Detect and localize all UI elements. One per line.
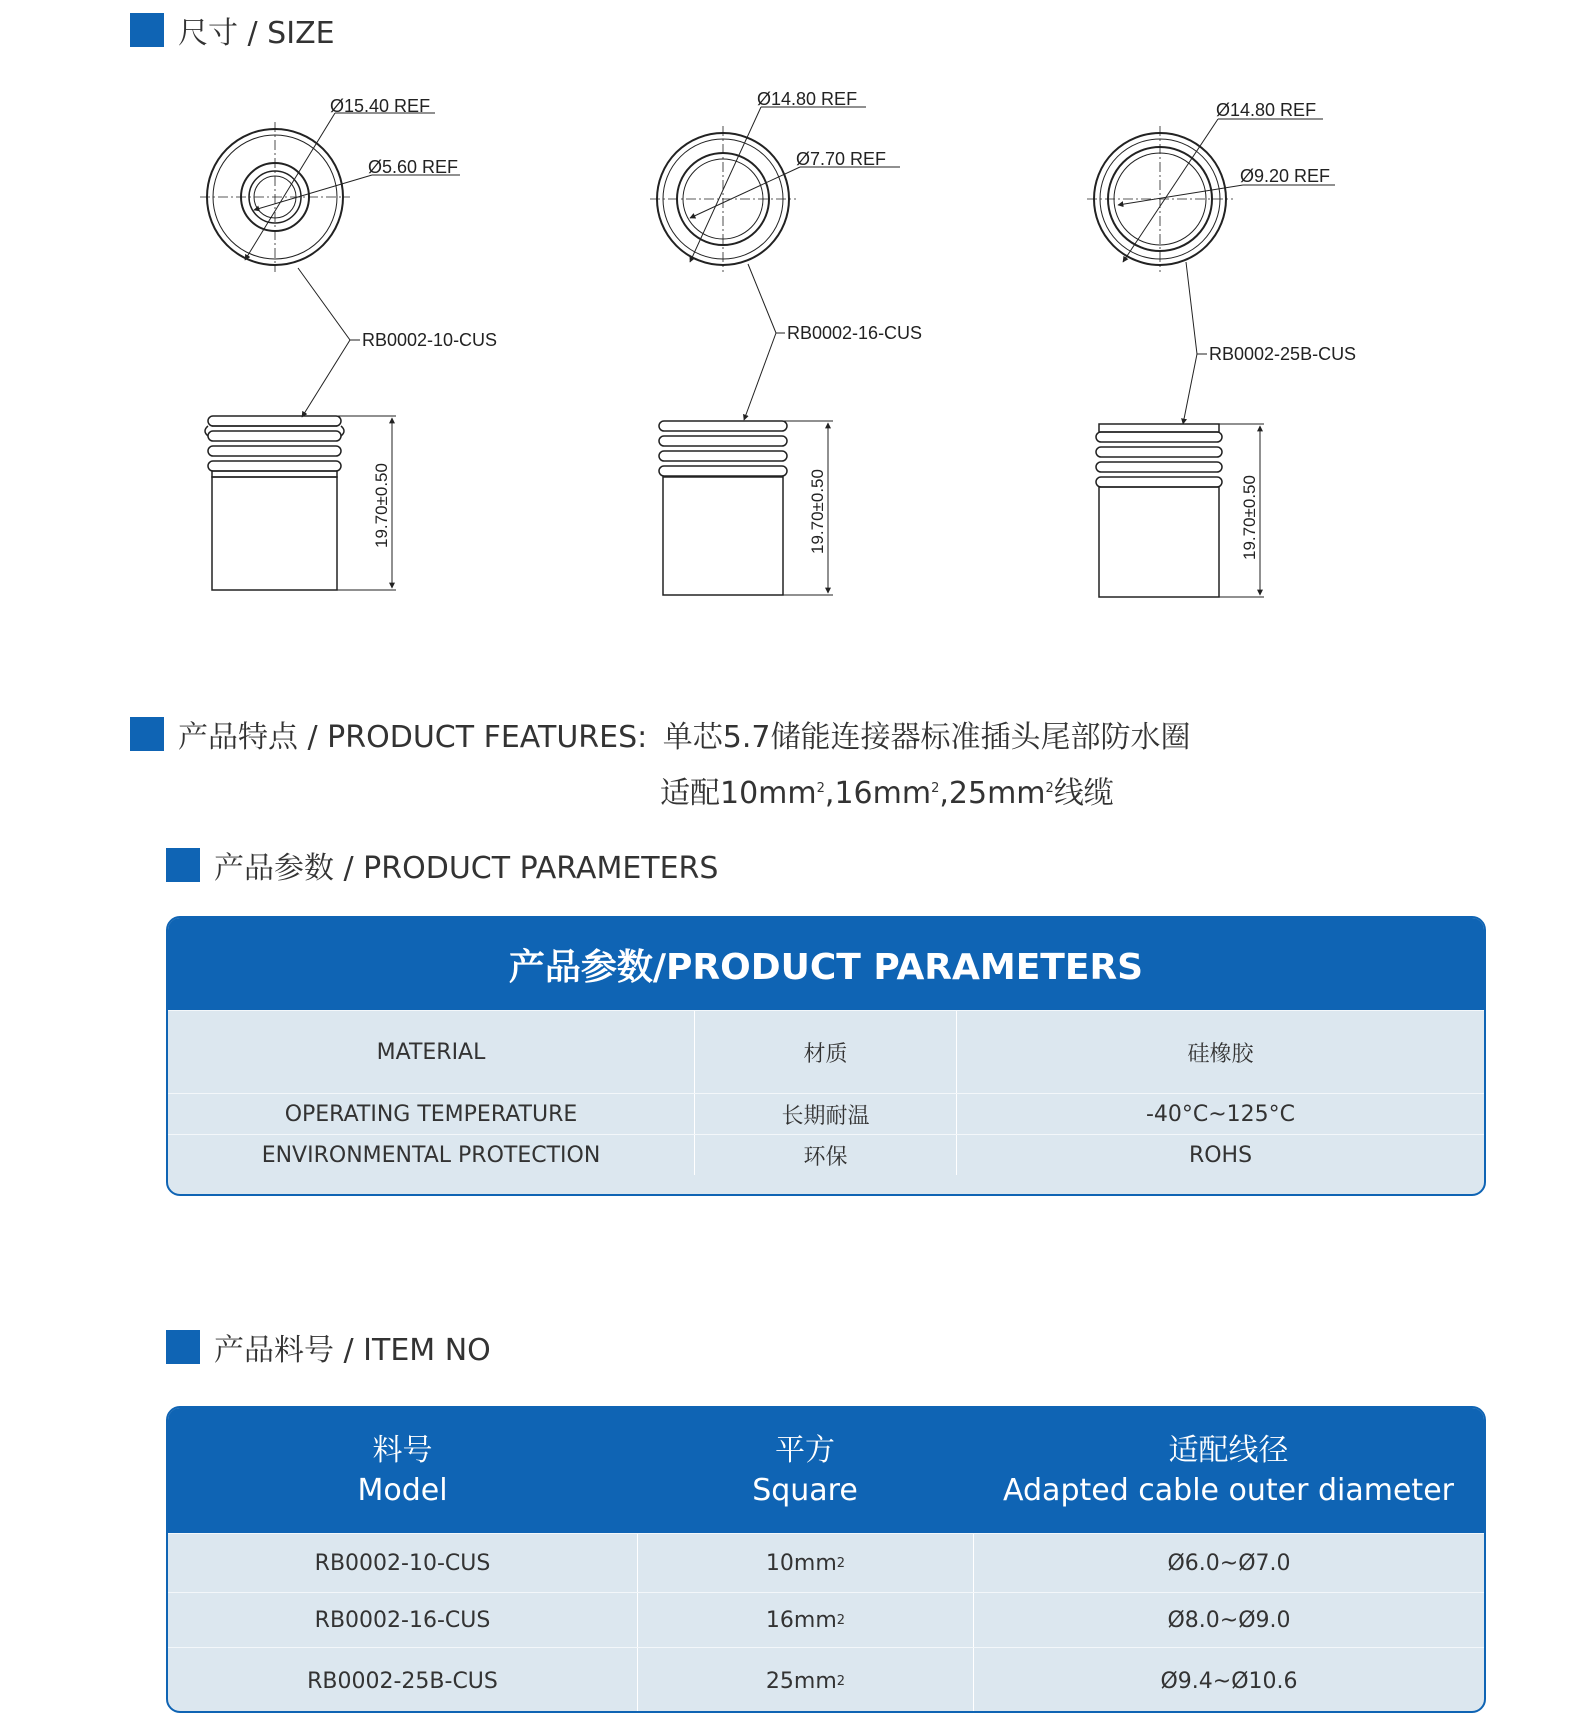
items-table — [166, 1406, 1486, 1713]
part-label-3: RB0002-25B-CUS — [1209, 344, 1357, 364]
param-cn: 长期耐温 — [694, 1094, 956, 1134]
header-model — [168, 1408, 637, 1533]
drawing-rb0002-16 — [650, 89, 922, 595]
side-view-3 — [1096, 424, 1264, 597]
top-view-3 — [1087, 119, 1335, 424]
param-en: MATERIAL — [376, 1039, 486, 1065]
table-row — [168, 1647, 1484, 1713]
outer-dim-label-2: Ø14.80 REF — [757, 89, 858, 109]
inner-dim-label-3: Ø9.20 REF — [1240, 166, 1331, 186]
heading-marker — [166, 1330, 200, 1364]
item-square — [637, 1593, 973, 1647]
item-square — [637, 1648, 973, 1713]
height-dim-label-3: 19.70±0.50 — [1240, 475, 1259, 560]
item-square-value: 10mm — [765, 1550, 837, 1576]
item-model: RB0002-25B-CUS — [307, 1668, 498, 1694]
side-view-2 — [659, 421, 833, 595]
item-no-heading-text: 产品料号 / ITEM NO — [214, 1333, 491, 1368]
parameters-heading-text: 产品参数 / PRODUCT PARAMETERS — [214, 851, 719, 886]
part-label-1: RB0002-10-CUS — [362, 330, 498, 350]
parameters-table — [166, 916, 1486, 1196]
drawing-rb0002-25b — [1087, 100, 1356, 597]
outer-dim-label-1: Ø15.40 REF — [330, 96, 431, 116]
inner-dim-label-2: Ø7.70 REF — [796, 149, 887, 169]
param-value: 硅橡胶 — [956, 1011, 1484, 1093]
side-view-1 — [205, 416, 396, 590]
table-row — [168, 1592, 1484, 1647]
part-label-2: RB0002-16-CUS — [787, 323, 923, 343]
header-diameter — [973, 1408, 1484, 1533]
item-square-value: 16mm — [765, 1607, 837, 1633]
features-line2: 适配$10mm^2,16mm^2,25mm^2$线缆 — [660, 776, 1114, 811]
item-diameter: Ø8.0~Ø9.0 — [973, 1593, 1484, 1647]
features-size-16: 16mm — [834, 776, 932, 811]
size-heading — [130, 8, 335, 52]
height-dim-label-2: 19.70±0.50 — [808, 469, 827, 554]
heading-marker — [130, 717, 164, 751]
items-table-header — [168, 1408, 1484, 1533]
item-square — [637, 1534, 973, 1592]
item-model: RB0002-16-CUS — [314, 1607, 491, 1633]
param-cn: 材质 — [694, 1011, 956, 1093]
item-square-sup: 2 — [836, 1673, 846, 1689]
technical-drawings — [0, 60, 1585, 620]
features-line2-prefix: 适配 — [660, 776, 720, 811]
item-model: RB0002-10-CUS — [314, 1550, 491, 1576]
features-sup: 2 — [931, 781, 940, 796]
table-row — [168, 1533, 1484, 1592]
header-square — [637, 1408, 973, 1533]
features-heading — [130, 712, 1191, 756]
height-dim-label-1: 19.70±0.50 — [372, 463, 391, 548]
item-diameter: Ø6.0~Ø7.0 — [973, 1534, 1484, 1592]
item-square-sup: 2 — [836, 1612, 846, 1628]
inner-dim-label-1: Ø5.60 REF — [368, 157, 459, 177]
param-en: OPERATING TEMPERATURE — [284, 1101, 578, 1127]
param-cn: 环保 — [694, 1135, 956, 1175]
header-diameter-en: Adapted cable outer diameter — [1003, 1472, 1454, 1508]
features-heading-text — [178, 712, 1191, 756]
features-size-25: 25mm — [948, 776, 1046, 811]
header-model-en: Model — [357, 1472, 448, 1508]
features-title: 产品特点 / PRODUCT FEATURES: — [178, 720, 648, 755]
header-square-en: Square — [752, 1472, 858, 1508]
item-square-value: 25mm — [765, 1668, 837, 1694]
item-diameter: Ø9.4~Ø10.6 — [973, 1648, 1484, 1713]
drawing-rb0002-10 — [200, 96, 497, 590]
parameters-table-title: 产品参数/PRODUCT PARAMETERS — [168, 918, 1484, 1010]
features-line1: 单芯5.7储能连接器标准插头尾部防水圈 — [662, 720, 1191, 755]
features-sup: 2 — [816, 781, 825, 796]
table-row — [168, 1134, 1484, 1196]
param-value: ROHS — [956, 1135, 1484, 1175]
item-square-sup: 2 — [836, 1555, 846, 1571]
features-sup: 2 — [1045, 781, 1054, 796]
outer-dim-label-3: Ø14.80 REF — [1216, 100, 1317, 120]
param-value: -40°C~125°C — [956, 1094, 1484, 1134]
header-diameter-cn: 适配线径 — [1168, 1432, 1289, 1468]
table-row — [168, 1010, 1484, 1093]
heading-marker — [166, 848, 200, 882]
param-en: ENVIRONMENTAL PROTECTION — [261, 1142, 601, 1168]
size-heading-text: 尺寸 / SIZE — [178, 16, 335, 51]
header-model-cn: 料号 — [372, 1432, 433, 1468]
features-size-10: 10mm — [720, 776, 817, 811]
features-line2-suffix: 线缆 — [1053, 776, 1114, 811]
table-row — [168, 1093, 1484, 1134]
header-square-cn: 平方 — [775, 1432, 835, 1468]
item-no-heading — [166, 1325, 491, 1369]
heading-marker — [130, 13, 164, 47]
parameters-heading — [166, 843, 718, 887]
